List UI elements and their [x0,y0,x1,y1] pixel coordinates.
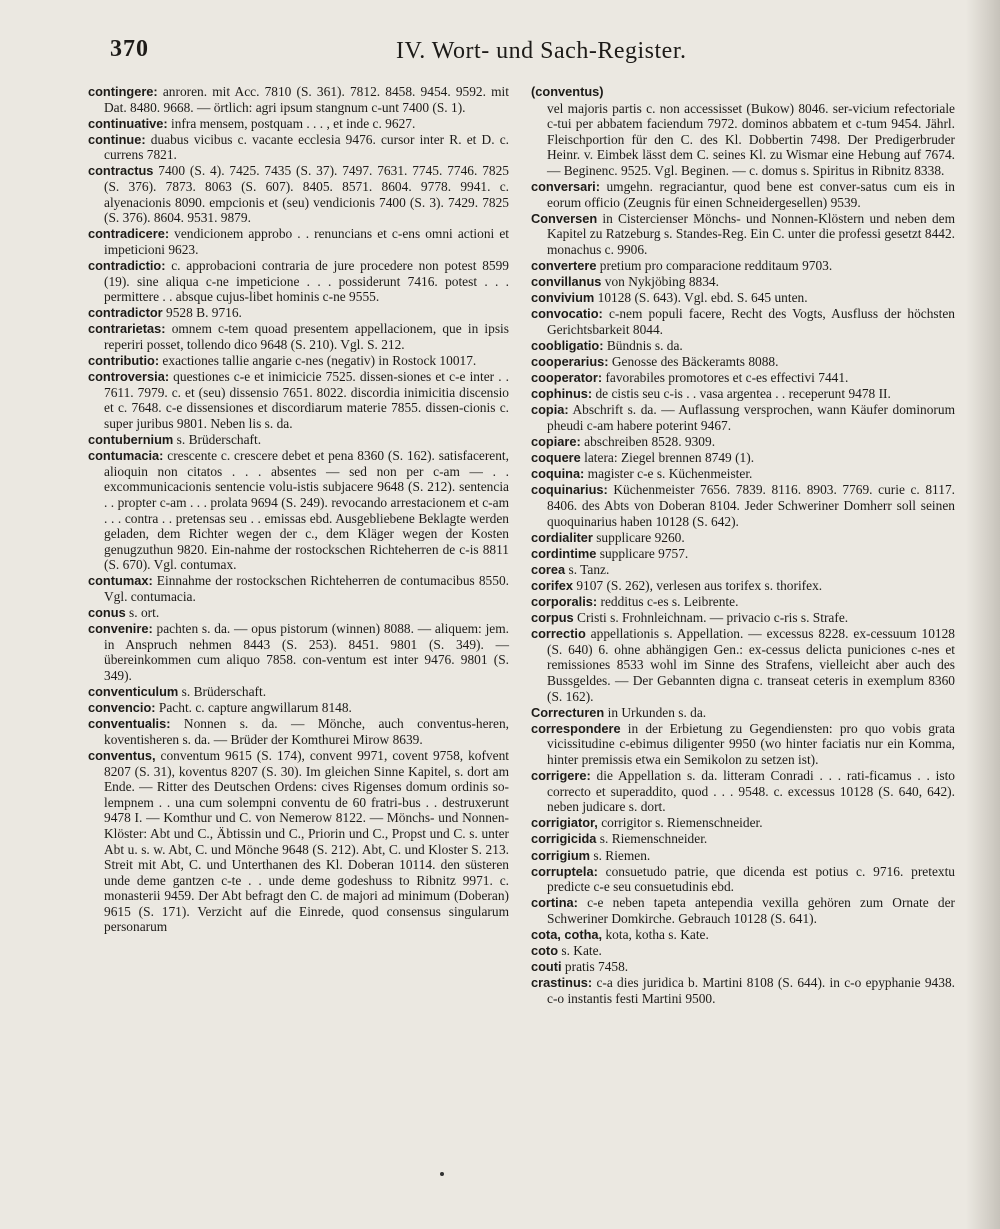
entry-headword: correctio [531,626,586,642]
entry-headword: corrigicida [531,831,597,847]
index-entry [531,466,955,482]
continued-entry-text: vel majoris partis c. non accessisset (Bukow) 8046. ser-vicium refectoriale c-tui per abbatem faciendum 7972. dominos abbatem et c-tum 9454. Jährl. Fleischportion für den C. des Kl. Dobbertin 7498. Der Predigerbruder Heinr. v. Eimbek lässt dem C. seines Kl. zu Wismar eine Hebung auf 7674. — Beginenc. 9525. Vgl. Beginen. — c. domus s. Spiritus in Ribnitz 8338. [547,100,955,178]
entry-text: c-e neben tapeta antependia vexilla gehören zum Ornate der Schweriner Domkirche. Gebrauch 10128 (S. 641). [547,895,955,926]
entry-text: s. Riemenschneider. [596,831,708,847]
entry-text: pretium pro comparacione redditaum 9703. [596,258,833,274]
index-entry [88,748,509,935]
index-entry [88,432,509,448]
entry-headword: contractus [88,163,154,179]
entry-headword: cooperarius: [531,354,609,370]
entry-headword: coquere [531,450,581,466]
index-entry [531,546,955,562]
entry-text: s. Tanz. [565,561,610,577]
entry-headword: corrigiator, [531,815,598,831]
entry-text: corrigitor s. Riemenschneider. [597,815,763,831]
entry-headword: cooperator: [531,370,603,386]
entry-headword: contumacia: [88,448,164,464]
entry-headword: cordialiter [531,529,593,545]
index-entry [88,226,509,257]
entry-text: pratis 7458. [561,959,629,975]
entry-text: c-nem populi facere, Recht des Vogts, Ausfluss der höchsten Gerichtsbarkeit 8044. [547,306,955,337]
index-entry [531,705,955,721]
index-entry [531,402,955,433]
index-entry [531,959,955,975]
entry-headword: corrigere: [531,768,591,784]
index-entry [88,621,509,683]
entry-headword: copiare: [531,434,581,450]
index-entry [88,84,509,115]
index-entry [531,482,955,529]
entry-headword: cota, cotha, [531,926,603,942]
index-entry [531,848,955,864]
index-entry [88,305,509,321]
entry-text: redditus c-es s. Leibrente. [597,594,739,609]
entry-text: omnem c-tem quoad presentem appellacionem, que in ipsis reperiri posset, tollendo dico 9648 (S. 210). Vgl. S. 212. [104,321,509,352]
entry-text: s. Kate. [558,943,602,959]
entry-text: s. Brüderschaft. [178,684,267,700]
entry-headword: coquinarius: [531,482,608,498]
entry-text: Pacht. c. capture angwillarum 8148. [155,700,352,716]
entry-text: Cristi s. Frohnleichnam. — privacio c-ris s. Strafe. [573,610,849,626]
index-entry [88,369,509,431]
index-entry [531,211,955,258]
entry-text: 9107 (S. 262), verlesen aus torifex s. thorifex. [572,577,823,593]
index-entry [88,132,509,163]
entry-text: anroren. mit Acc. 7810 (S. 361). 7812. 8458. 9454. 9592. mit Dat. 8480. 9668. — örtlich: agri ipsum stangnum c-unt 7400 (S. 1). [104,84,509,115]
index-entry [531,274,955,290]
index-entry [531,530,955,546]
entry-headword: Conversen [531,210,598,226]
index-column-right [531,84,955,1007]
index-entry [88,684,509,700]
entry-headword: cordintime [531,545,597,561]
entry-headword: contrarietas: [88,321,166,337]
page-edge-shadow [966,0,1000,1229]
entry-headword: cophinus: [531,386,593,402]
entry-text: de cistis seu c-is . . vasa argentea . . receperunt 9478 II. [592,386,891,402]
entry-text: 9528 B. 9716. [162,305,242,321]
index-entry [531,927,955,943]
index-entry [531,815,955,831]
index-entry [531,306,955,337]
running-title: IV. Wort- und Sach-Register. [396,38,687,64]
entry-headword: contumax: [88,573,153,589]
page-header [110,34,920,74]
entry-text: pachten s. da. — opus pistorum (winnen) 8088. — aliquem: jem. in Anspruch nehmen 8443 (S. 253). 8451. 9801 (S. 349). — übereinkommen cum aliquo 7858. con-ventum est inter 9476. 9801 (S. 349). [104,621,509,683]
entry-text: crescente c. crescere debet et pena 8360 (S. 162). satisfacerent, alioquin non citatos . . . absentes — sed non per c-am — . . excommunicacionis sentencie volu-istis subjacere 9648 (S. 212). sentencia . . propter c-am . . . prolata 9694 (S. 249). revocando arrestacionem et c-am . . . contra . . pretensas seu . . emissas ebd. Ausgebliebene Beklagte werden geladen, dem Richter wegen der c., dem Kläger wegen der Kosten genugzuthun 9820. Ein-nahme der rostockschen Richteherren de c-is 8811 (S. 670). Vgl. contumax. [104,448,509,573]
entry-headword: cortina: [531,895,578,911]
entry-text: favorabiles promotores et c-es effectivi 7441. [602,370,849,386]
entry-text: 10128 (S. 643). Vgl. ebd. S. 645 unten. [594,290,808,306]
entry-text: s. Riemen. [590,847,651,863]
entry-text: supplicare 9757. [596,545,689,561]
entry-headword: contradictor [88,305,163,321]
entry-text: latera: Ziegel brennen 8749 (1). [580,450,755,466]
entry-text: Küchenmeister 7656. 7839. 8116. 8903. 7769. curie c. 8117. 8406. des Abts von Doberan 8104. Jeder Schweriner Domherr soll seinen quoquinarius haben 10128 (S. 642). [547,482,955,529]
index-entry [88,448,509,573]
entry-text: consuetudo patrie, que dicenda est potius c. 9716. pretextu predicte c-e seu consuetudinis ebd. [547,863,955,895]
index-entry [531,338,955,354]
entry-text: c-a dies juridica b. Martini 8108 (S. 644). in c-o epyphanie 9438. c-o instantis festi Martini 9500. [547,975,955,1006]
entry-text: conventum 9615 (S. 174), convent 9971, covent 9758, kofvent 8207 (S. 31), koventus 8207 (S. 30). Im gleichen Sinne Kapitel, s. dort am Ende. — Ritter des Deutschen Ordens: cives Rigenses domum ordinis so-lempnem . . una cum solempni conventu de 60 fratri-bus . . destruxerunt 9478 I. — Komthur und C. von Nemerow 8122. — Mönchs- und Nonnen-Klöster: Abt und C., Äbtissin und C., Priorin und C., Propst und C. s. unter Abt u. s. w. Abt, C. und Mönche 9648 (S. 212). Abt, C. und Kloster S. 213. Streit mit Abt, C. und Unterthanen des Kl. Doberan 10114. den süsteren unde deme gantzen c-te . . unde deme godeshuss to Ribnitz 9971. c. monasterii 9459. Der Abt befragt den C. de majori ad minimum (Doberan) 9615 (S. 171). Verzicht auf die Einrede, quod consensus singularum personarum [104,747,509,935]
entry-headword: convencio: [88,700,156,716]
entry-headword: contradicere: [88,226,170,242]
entry-headword: corruptela: [531,863,598,879]
entry-headword: corrigium [531,847,591,863]
index-entry [531,354,955,370]
entry-headword: coobligatio: [531,338,604,353]
entry-headword: copia: [531,402,569,418]
entry-headword: coto [531,943,559,959]
index-entry [531,562,955,578]
entry-headword: corifex [531,577,573,593]
index-entry [88,353,509,369]
entry-text: umgehn. regraciantur, quod bene est conver-satus cum eis in eorum officio (Zeugnis für einen Schneidergesellen) 9539. [547,179,955,210]
entry-headword: conus [88,605,126,621]
entry-headword: corea [531,561,566,577]
entry-text: in Cistercienser Mönchs- und Nonnen-Klöstern und neben dem Kapitel zu Ratzeburg s. Standes-Reg. Ein C. unter die professi gesetzt 8442. monachus c. 9906. [547,210,955,257]
entry-text: vendicionem approbo . . renuncians et c-ens omni actioni et impeticioni 9623. [104,226,509,257]
continued-entry-marker: (conventus) [531,84,604,99]
index-entry [88,163,509,225]
entry-headword: convivium [531,290,595,306]
index-entry [531,290,955,306]
index-entry [531,721,955,768]
entry-headword: conversari: [531,179,600,195]
entry-text: c. approbacioni contraria de jure procedere non potest 8599 (19). sine aliqua c-ne impeticione . . . possiderunt 7416. potest . . . permittere . . absque cujus-libet hominis c-ne 9555. [104,258,509,305]
entry-headword: coquina: [531,466,585,482]
entry-text: 7400 (S. 4). 7425. 7435 (S. 37). 7497. 7631. 7745. 7746. 7825 (S. 376). 7873. 8063 (S. 607). 8405. 8571. 8604. 9778. 9941. c. alyenacionis 8090. empcionis et (seu) vendicionis 7400 (S. 3). 7429. 7825 (S. 376). 8604. 9531. 9879. [104,163,509,226]
index-entry [531,943,955,959]
entry-headword: contubernium [88,432,174,448]
entry-text: Nonnen s. da. — Mönche, auch conventus-heren, koventisheren s. da. — Brüder der Komthurei Mirow 8639. [104,716,509,747]
index-entry [88,116,509,132]
index-entry [531,370,955,386]
index-entry [88,573,509,604]
entry-text: Bündnis s. da. [603,338,683,353]
entry-text: Abschrift s. da. — Auflassung versprochen, wann Käufer dominorum pheudi c-am habere poterint 9467. [547,402,955,433]
entry-headword: continue: [88,131,146,147]
index-entry [88,716,509,747]
entry-headword: corporalis: [531,594,598,609]
index-entry [531,626,955,704]
index-entry [88,258,509,305]
entry-text: exactiones tallie angarie c-nes (negativ) in Rostock 10017. [159,353,477,369]
index-entry [531,594,955,610]
entry-text: in Urkunden s. da. [604,704,707,720]
entry-headword: correspondere [531,720,621,736]
index-entry [531,434,955,450]
entry-text: kota, kotha s. Kate. [602,926,709,942]
entry-text: die Appellation s. da. litteram Conradi . . . rati-ficamus . . isto correcto et superaddito, quod . . . 9548. c. excessus 10128 (S. 640, 642). neben judicare s. dort. [547,768,955,815]
entry-headword: continuative: [88,115,168,131]
entry-text: Einnahme der rostockschen Richteherren de contumacibus 8550. Vgl. contumacia. [104,573,509,604]
index-entry [531,768,955,815]
page-number: 370 [110,36,149,62]
entry-headword: convocatio: [531,306,603,322]
index-column-left [88,84,509,936]
index-entry [88,700,509,716]
index-entry [531,831,955,847]
entry-headword: contributio: [88,353,160,369]
index-entry [531,895,955,926]
entry-headword: Correcturen [531,704,605,720]
entry-headword: contradictio: [88,258,166,274]
entry-text: appellationis s. Appellation. — excessus 8228. ex-cessuum 10128 (S. 640) 6. ohne abhängigen Gen.: ex-cessus delicta puniciones c-nes et remissiones 8533 wohl im Sinne des Strafens, vielleicht aber auch des Bussgeldes. — Der Gebannten digna c. transeat ceteris in exemplum 8360 (S. 162). [547,626,955,704]
entry-headword: convillanus [531,274,602,290]
entry-text: infra mensem, postquam . . . , et inde c. 9627. [167,115,416,131]
entry-headword: convenire: [88,621,153,637]
entry-text: Genosse des Bäckeramts 8088. [608,354,779,370]
index-entry [531,610,955,626]
entry-text: questiones c-e et inimicicie 7525. dissen-siones et c-e inter . . 7611. 7979. c. et (seu) dissensio 7651. 8022. discordia inimicitia discensio et c. 7648. c-e dissensiones et discordiarum materie 7855. dissen-cionis c. super juribus 9801. Neben lis s. da. [104,369,509,431]
entry-headword: corpus [531,610,574,626]
index-entry [531,450,955,466]
index-entry [531,578,955,594]
index-entry [88,321,509,352]
entry-text: abschreiben 8528. 9309. [580,434,716,450]
entry-headword: couti [531,959,562,975]
entry-text: duabus vicibus c. vacante ecclesia 9476. cursor inter R. et D. c. currens 7821. [104,131,509,163]
entry-headword: convertere [531,258,597,274]
entry-headword: contingere: [88,84,158,99]
entry-text: in der Erbietung zu Gegendiensten: pro quo vobis grata vicissitudine c-ebimus diligenter 9950 (wo hinter faciatis nur ein Komma, hinter premissis etwa ein Semikolon zu setzen ist). [547,720,955,767]
print-speck [440,1172,444,1176]
entry-headword: crastinus: [531,975,593,991]
entry-text: s. ort. [125,605,160,621]
entry-headword: conventiculum [88,684,179,700]
entry-headword: conventus, [88,747,156,763]
entry-text: magister c-e s. Küchenmeister. [584,466,753,482]
index-entry [531,864,955,895]
index-entry [531,179,955,210]
entry-headword: conventualis: [88,716,171,732]
entry-text: supplicare 9260. [592,529,685,545]
index-entry [531,258,955,274]
index-entry [88,605,509,621]
index-entry [531,975,955,1006]
entry-headword: controversia: [88,369,170,385]
index-entry [531,386,955,402]
entry-text: von Nykjöbing 8834. [601,274,719,290]
entry-text: s. Brüderschaft. [173,432,262,448]
